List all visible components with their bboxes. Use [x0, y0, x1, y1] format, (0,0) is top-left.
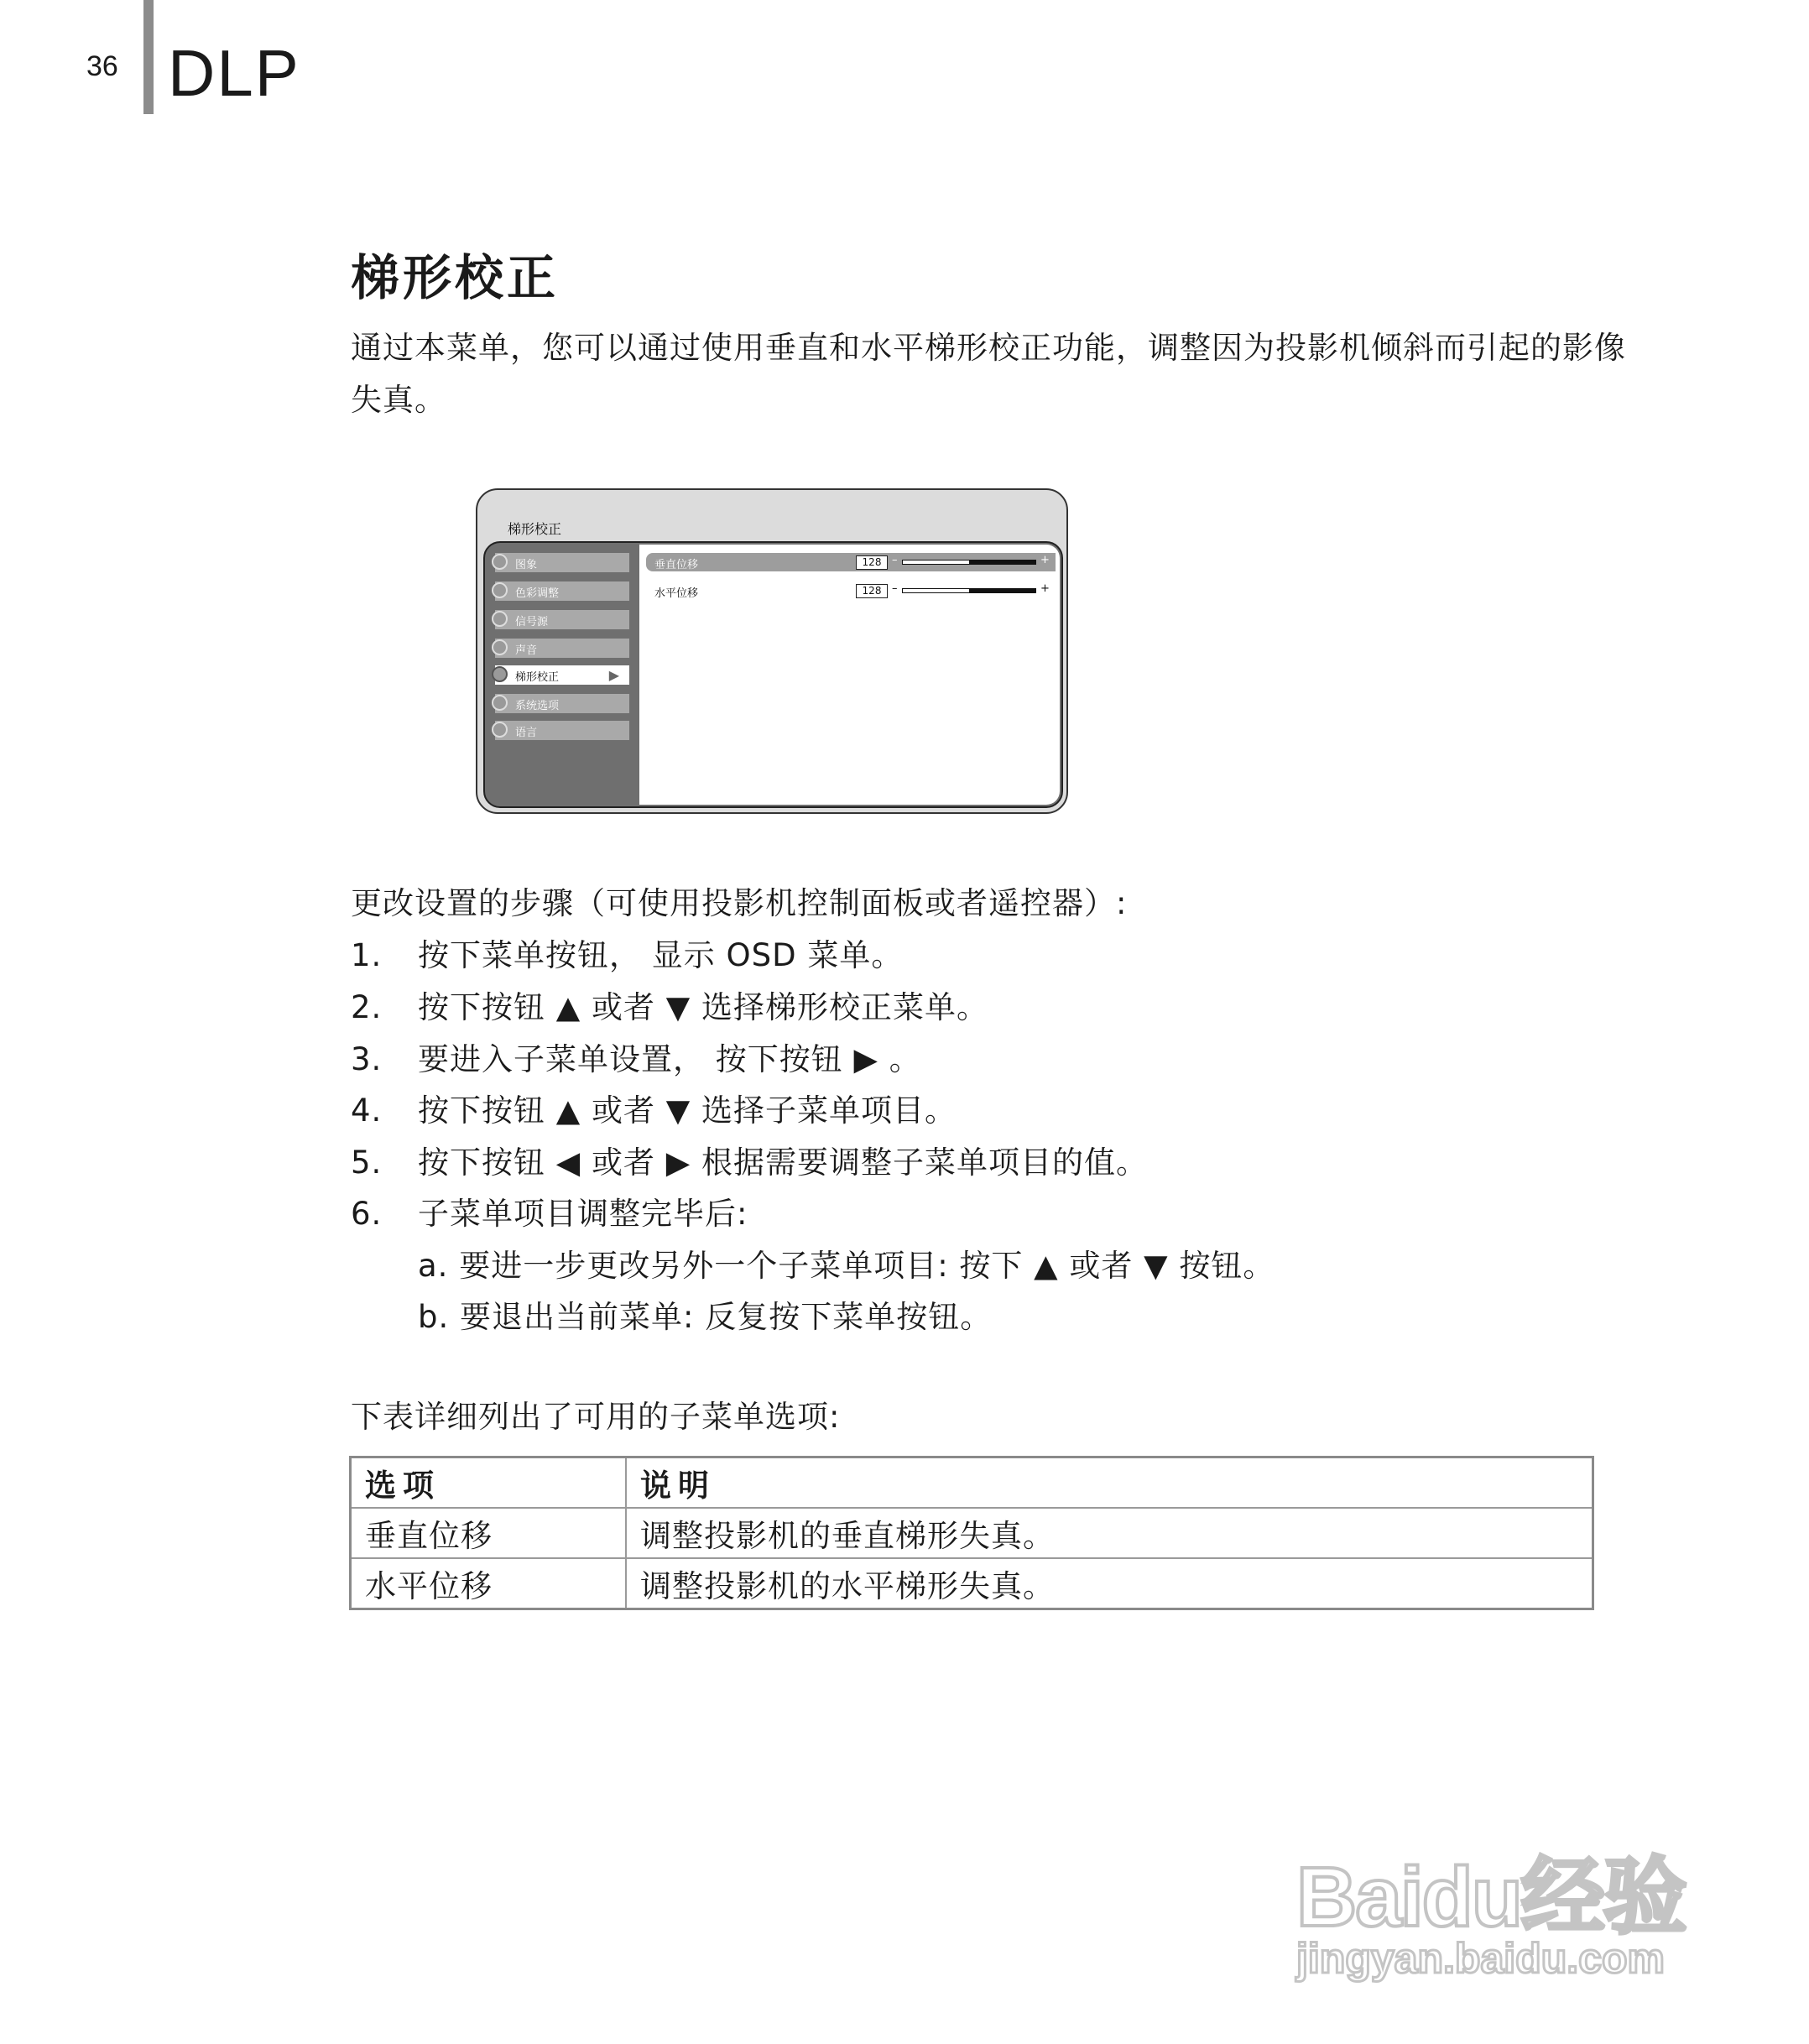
substep-b: b. 要退出当前菜单: 反复按下菜单按钮。 — [418, 1299, 993, 1335]
option-description: 调整投影机的垂直梯形失真。 — [626, 1508, 1593, 1558]
submenu-arrow-icon: ▶ — [608, 667, 619, 683]
step-number: 2. — [351, 989, 383, 1025]
osd-menu-item-label: 信号源 — [515, 616, 549, 628]
osd-menu-item — [495, 581, 629, 601]
step-text: 按下按钮 ◀ 或者 ▶ 根据需要调整子菜单项目的值。 — [418, 1145, 1148, 1181]
osd-menu-item-label: 梯形校正 — [515, 671, 560, 684]
menu-bullet-icon — [492, 666, 508, 682]
menu-bullet-icon — [492, 639, 508, 655]
option-name: 水平位移 — [351, 1558, 627, 1609]
menu-bullet-icon — [492, 611, 508, 627]
menu-bullet-icon — [492, 722, 508, 738]
step-number: 5. — [351, 1145, 383, 1181]
minus-icon: – — [892, 554, 898, 566]
step-2 — [351, 982, 988, 1027]
option-description: 调整投影机的水平梯形失真。 — [626, 1558, 1593, 1609]
osd-slider — [902, 588, 1036, 593]
step-text: 按下按钮 ▲ 或者 ▼ 选择子菜单项目。 — [418, 1092, 957, 1129]
step-6 — [351, 1188, 748, 1233]
osd-menu-item-label: 图象 — [515, 559, 538, 571]
osd-setting-label: 垂直位移 — [654, 559, 699, 571]
osd-menu-item-label: 色彩调整 — [515, 587, 560, 600]
osd-menu-item — [495, 639, 629, 658]
step-number: 3. — [351, 1041, 383, 1077]
header-divider — [143, 0, 154, 114]
section-title: 梯形校正 — [351, 249, 560, 306]
options-table — [349, 1456, 1594, 1610]
plus-icon: + — [1040, 582, 1050, 595]
step-number: 4. — [351, 1092, 383, 1129]
osd-setting-row — [646, 581, 1056, 600]
osd-submenu-area — [639, 545, 1060, 805]
header-description: 说明 — [626, 1457, 1593, 1509]
osd-menu-item — [495, 721, 629, 740]
step-text: 按下按钮 ▲ 或者 ▼ 选择梯形校正菜单。 — [418, 989, 988, 1025]
watermark-url: jingyan.baidu.com — [1296, 1935, 1665, 1982]
osd-menu-item — [495, 694, 629, 713]
page-number: 36 — [86, 50, 118, 82]
table-intro: 下表详细列出了可用的子菜单选项: — [351, 1399, 841, 1435]
section-intro: 通过本菜单，您可以通过使用垂直和水平梯形校正功能，调整因为投影机倾斜而引起的影像失真。 — [351, 330, 1626, 418]
plus-icon: + — [1040, 554, 1050, 566]
procedure-intro: 更改设置的步骤（可使用投影机控制面板或者遥控器）: — [351, 885, 1128, 921]
menu-bullet-icon — [492, 582, 508, 598]
osd-setting-row — [646, 553, 1056, 571]
step-text: 按下菜单按钮， 显示 OSD 菜单。 — [418, 937, 904, 973]
osd-setting-value: 128 — [856, 584, 888, 598]
table-row — [351, 1508, 1593, 1558]
step-text: 子菜单项目调整完毕后: — [418, 1196, 748, 1232]
substep-a: a. 要进一步更改另外一个子菜单项目: 按下 ▲ 或者 ▼ 按钮。 — [418, 1248, 1275, 1284]
osd-menu-item — [495, 610, 629, 629]
osd-slider-fill — [969, 561, 1035, 564]
step-1 — [351, 930, 903, 975]
header-option: 选项 — [351, 1457, 627, 1509]
osd-menu-item-label: 语言 — [515, 727, 538, 739]
osd-slider — [902, 560, 1036, 565]
step-number: 6. — [351, 1196, 383, 1232]
osd-setting-value: 128 — [856, 555, 888, 570]
osd-menu-item — [495, 665, 629, 685]
osd-slider-fill — [969, 589, 1035, 592]
minus-icon: – — [892, 582, 898, 595]
step-3 — [351, 1034, 921, 1079]
step-text: 要进入子菜单设置， 按下按钮 ▶ 。 — [418, 1041, 921, 1077]
watermark-logo: Baidu经验 — [1296, 1850, 1686, 1944]
step-4 — [351, 1085, 957, 1130]
option-name: 垂直位移 — [351, 1508, 627, 1558]
table-row — [351, 1558, 1593, 1609]
menu-bullet-icon — [492, 695, 508, 711]
osd-menu-item-label: 声音 — [515, 644, 538, 657]
menu-bullet-icon — [492, 554, 508, 570]
osd-menu-panel — [483, 541, 1063, 808]
watermark — [1288, 1779, 1724, 1997]
osd-menu-item — [495, 553, 629, 572]
table-header-row — [351, 1457, 1593, 1509]
step-number: 1. — [351, 937, 383, 973]
osd-setting-label: 水平位移 — [654, 587, 699, 600]
osd-title: 梯形校正 — [508, 521, 562, 537]
step-5 — [351, 1137, 1148, 1182]
osd-menu-item-label: 系统选项 — [515, 700, 560, 712]
brand-label: DLP — [168, 36, 300, 110]
